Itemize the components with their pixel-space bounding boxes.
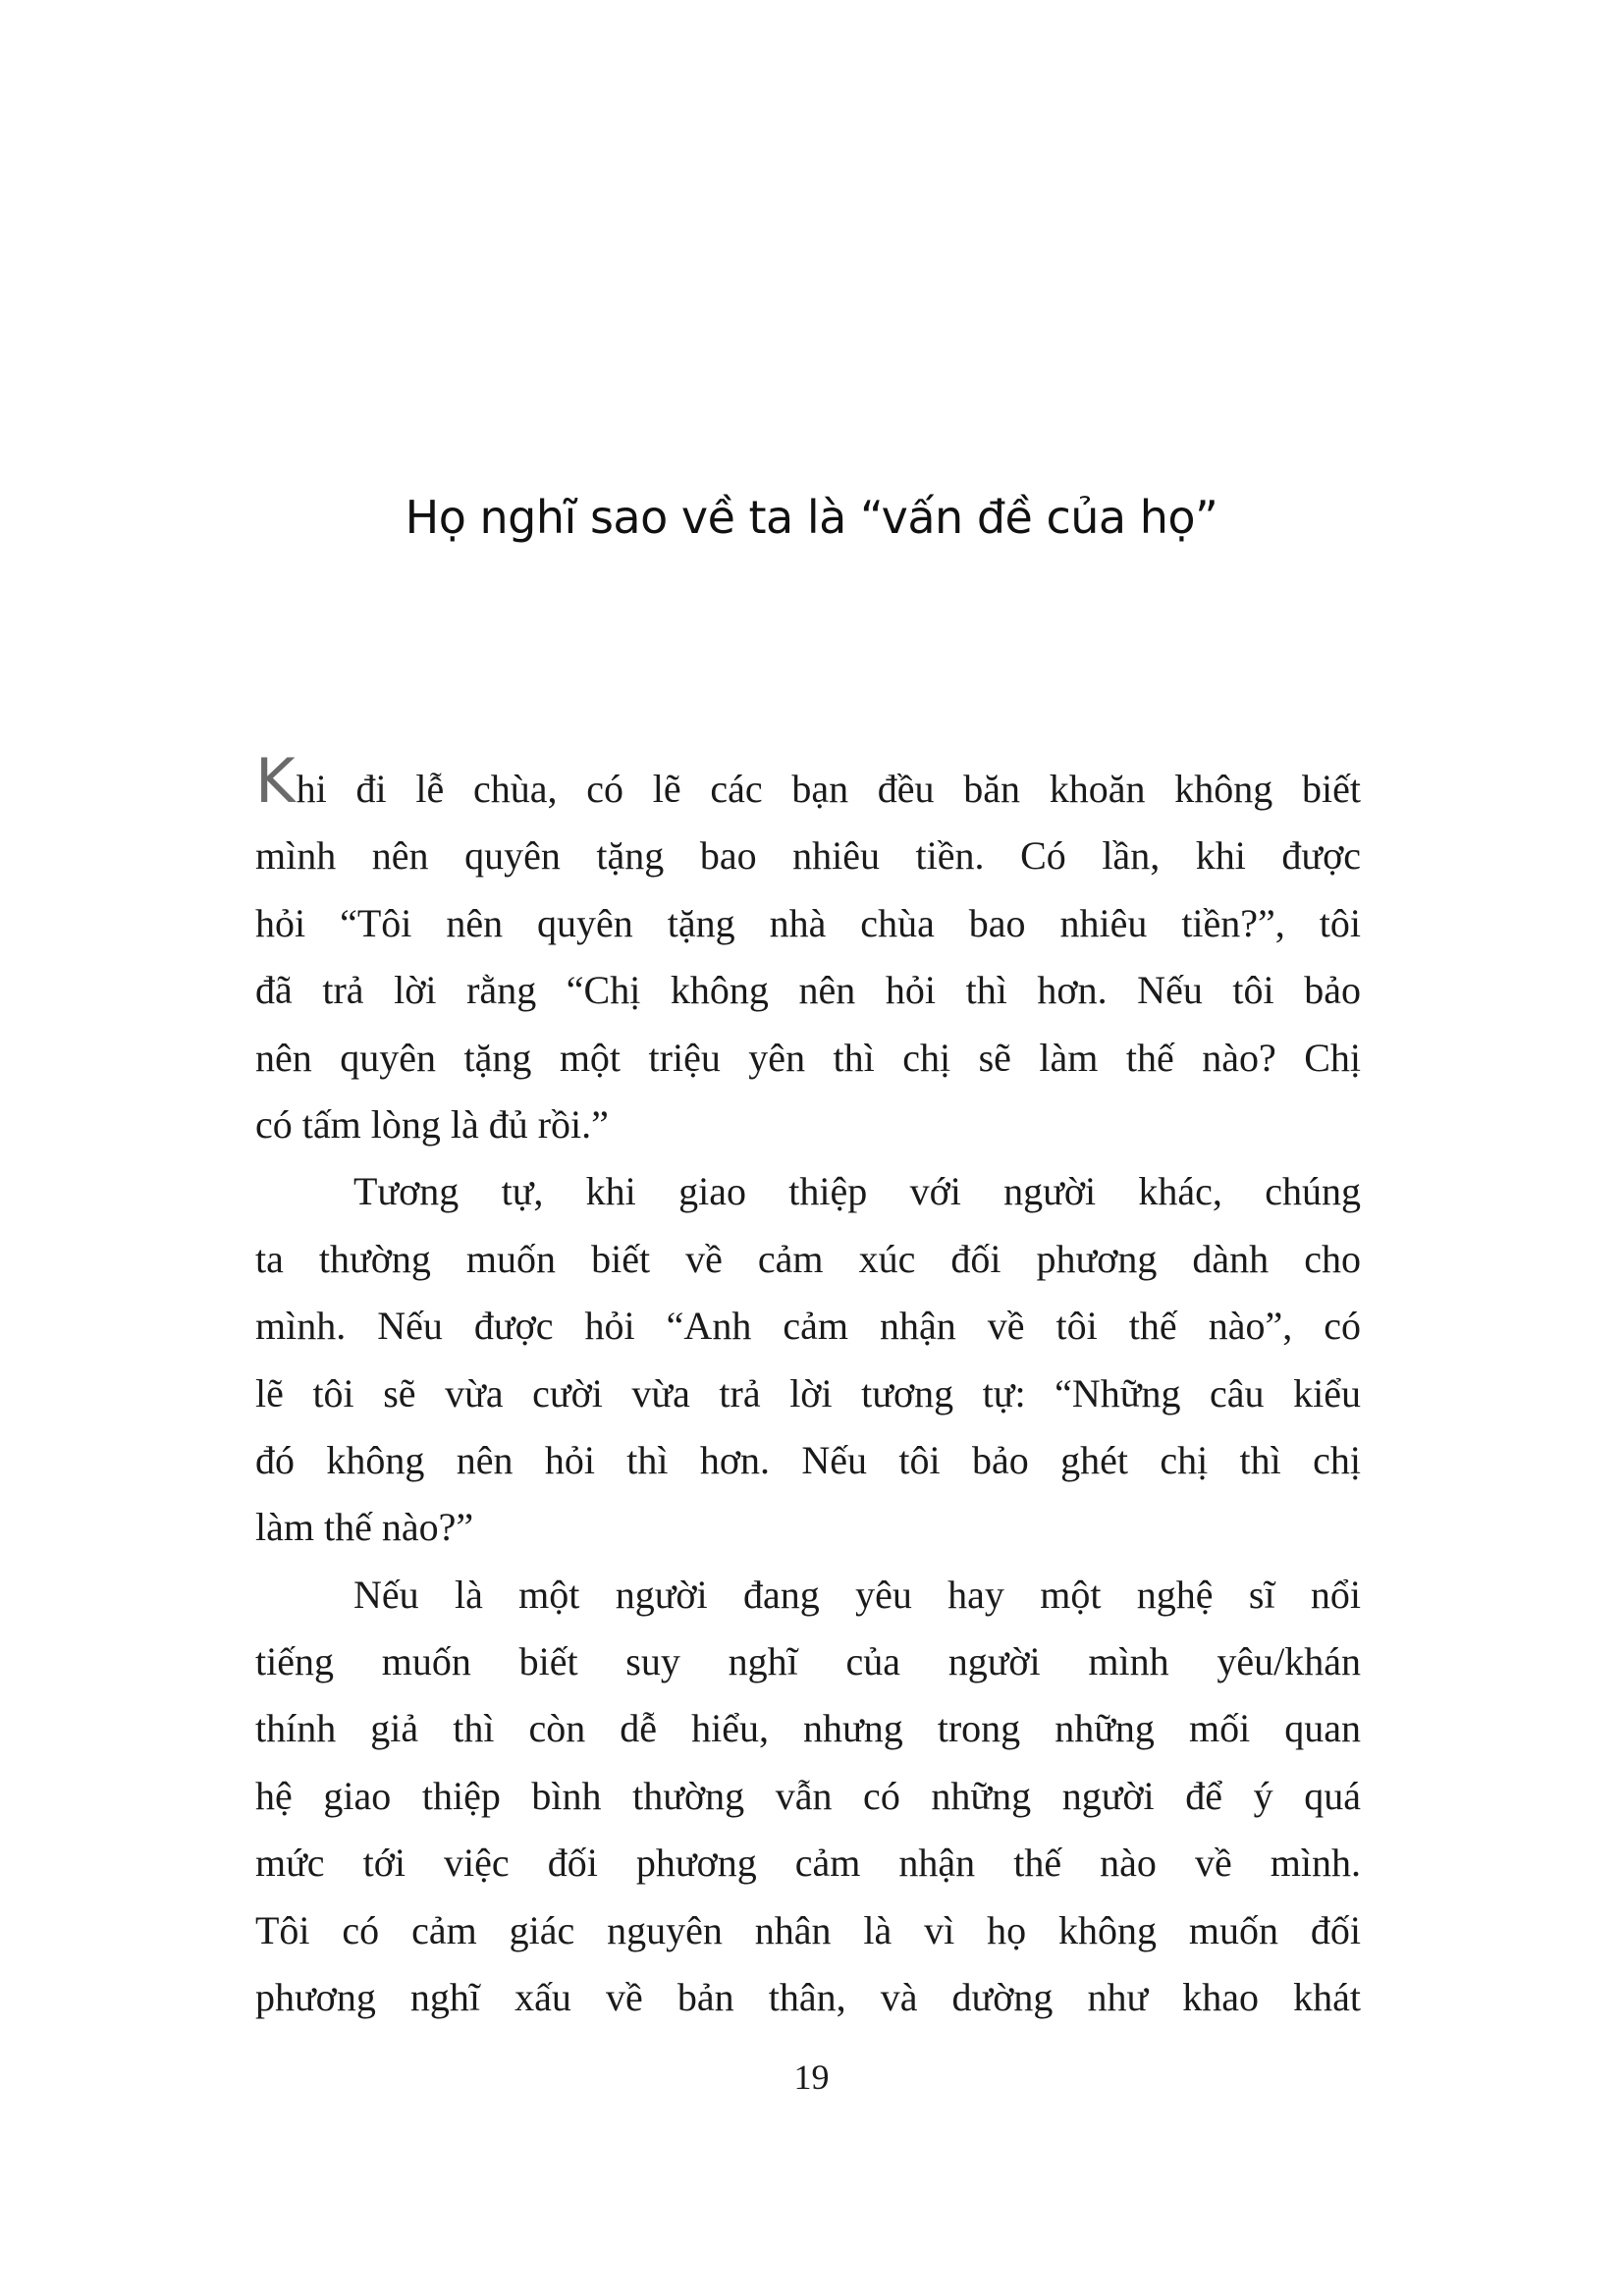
text-line: tiếng muốn biết suy nghĩ của người mình yêu/khán: [255, 1639, 1361, 1684]
text-line: Tương tự, khi giao thiệp với người khác, chúng: [353, 1169, 1361, 1214]
text-line: Tôi có cảm giác nguyên nhân là vì họ không muốn đối: [255, 1907, 1361, 1952]
text-line: ta thường muốn biết về cảm xúc đối phương dành cho: [255, 1236, 1361, 1281]
text-line: thính giả thì còn dễ hiểu, nhưng trong những mối quan: [255, 1706, 1361, 1751]
text-line: nên quyên tặng một triệu yên thì chị sẽ làm thế nào? Chị: [255, 1035, 1361, 1080]
text-line: có tấm lòng là đủ rồi.”: [255, 1101, 609, 1147]
text-line: hệ giao thiệp bình thường vẫn có những người để ý quá: [255, 1773, 1361, 1818]
text-line: làm thế nào?”: [255, 1505, 474, 1550]
text-line: mức tới việc đối phương cảm nhận thế nào về mình.: [255, 1841, 1361, 1886]
chapter-title: Họ nghĩ sao về ta là “vấn đề của họ”: [405, 491, 1218, 544]
drop-cap: K: [255, 745, 296, 817]
text-line-content: hi đi lễ chùa, có lẽ các bạn đều băn khoăn không biết: [296, 767, 1361, 811]
text-line: Nếu là một người đang yêu hay một nghệ sĩ nổi: [353, 1572, 1361, 1617]
text-line: mình. Nếu được hỏi “Anh cảm nhận về tôi thế nào”, có: [255, 1304, 1361, 1349]
text-line: phương nghĩ xấu về bản thân, và dường như khao khát: [255, 1975, 1361, 2020]
text-line: đó không nên hỏi thì hơn. Nếu tôi bảo ghét chị thì chị: [255, 1437, 1361, 1482]
text-line: mình nên quyên tặng bao nhiêu tiền. Có lần, khi được: [255, 833, 1361, 879]
text-line: hỏi “Tôi nên quyên tặng nhà chùa bao nhiêu tiền?”, tôi: [255, 900, 1361, 945]
text-line: đã trả lời rằng “Chị không nên hỏi thì hơn. Nếu tôi bảo: [255, 968, 1361, 1013]
text-line: lẽ tôi sẽ vừa cười vừa trả lời tương tự: “Những câu kiểu: [255, 1370, 1361, 1415]
page-number: 19: [793, 2057, 830, 2097]
body-text: [255, 745, 1361, 2031]
text-line: [255, 745, 1361, 823]
